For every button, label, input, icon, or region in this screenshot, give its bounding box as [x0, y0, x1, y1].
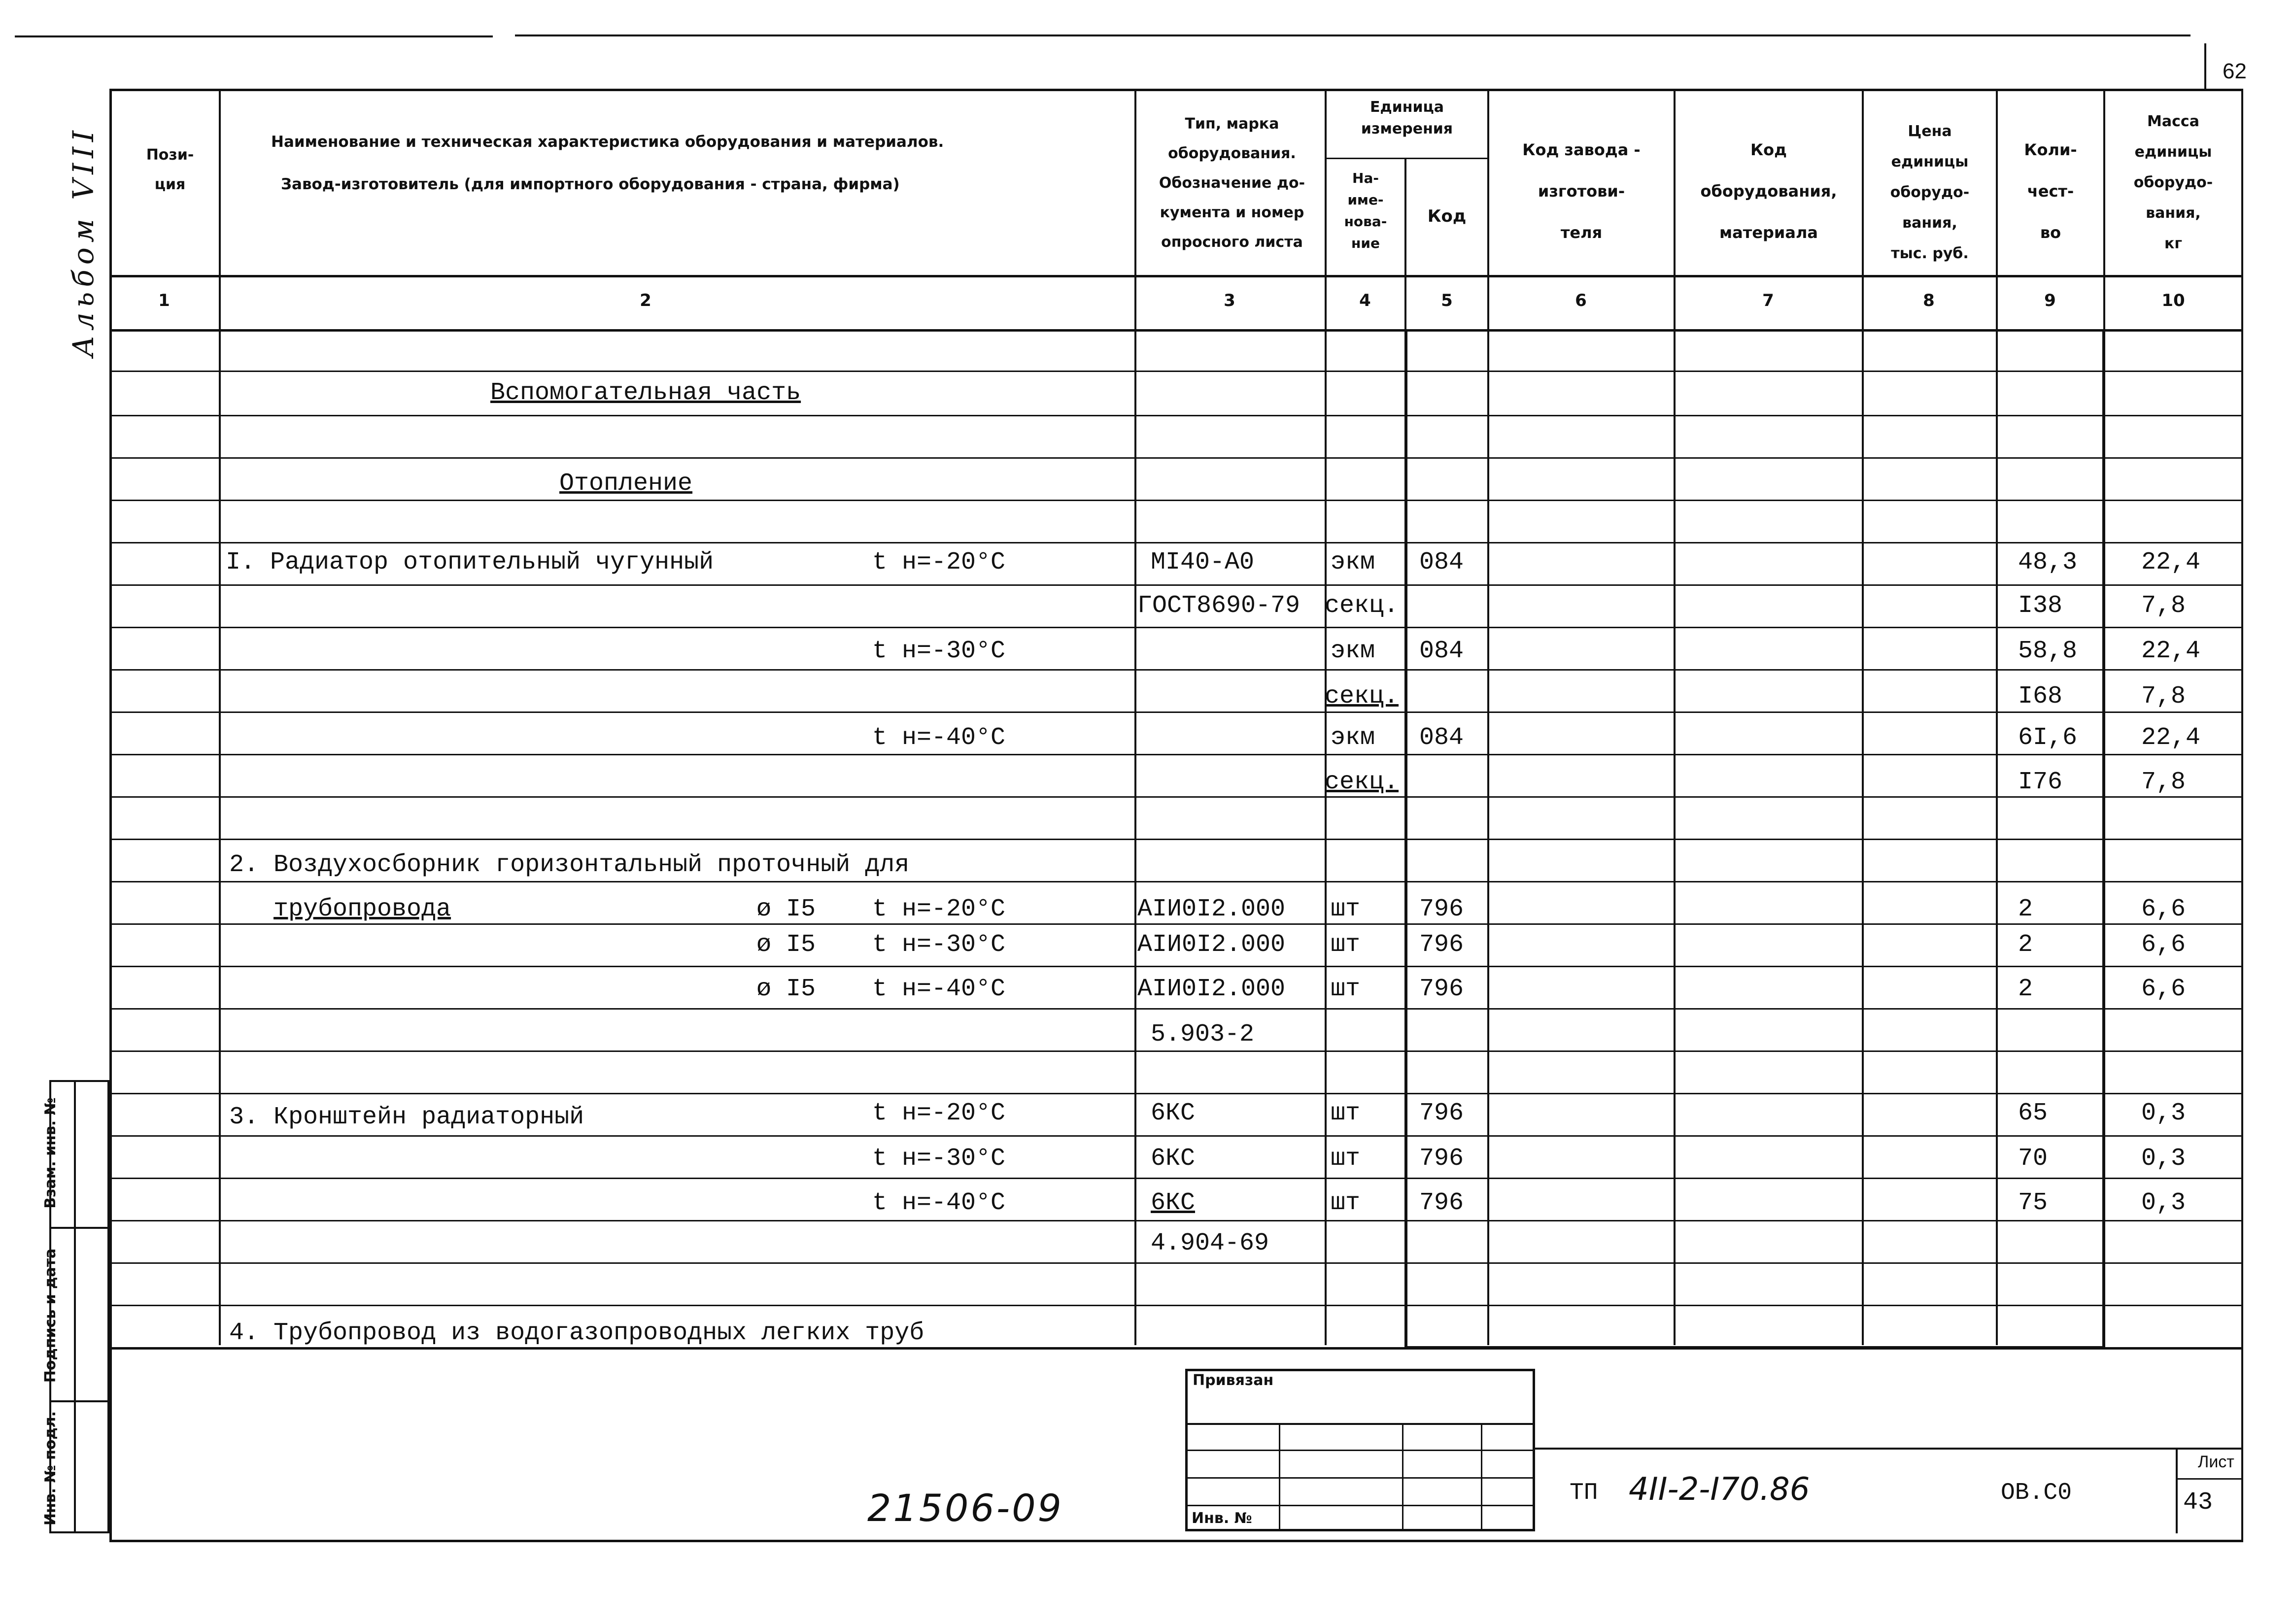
row-temp: t н=-40°C	[872, 1189, 1006, 1217]
row-name: 4. Трубопровод из водогазопроводных легких труб	[229, 1319, 924, 1347]
col-number: 5	[1441, 291, 1453, 310]
doc-suffix: ОВ.С0	[2001, 1480, 2072, 1506]
row-code: 796	[1419, 1145, 1464, 1173]
header-mass	[2105, 106, 2241, 259]
header-text: единицы	[2134, 143, 2212, 161]
row-mass: 0,3	[2141, 1099, 2186, 1127]
header-text: теля	[1560, 223, 1603, 242]
header-text: единицы	[1891, 153, 1969, 170]
row-name: 3. Кронштейн радиаторный	[229, 1103, 584, 1131]
row-qty: I38	[2018, 592, 2063, 620]
row-qty: I76	[2018, 768, 2063, 796]
row-mass: 0,3	[2141, 1189, 2186, 1217]
row-unit: шт	[1331, 895, 1361, 923]
header-text: Тип, марка	[1185, 115, 1279, 133]
header-text: чест-	[2027, 182, 2074, 201]
header-text: кумента и номер	[1160, 204, 1304, 221]
doc-number: 4II-2-I70.86	[1629, 1471, 1810, 1508]
row-unit: секц.	[1325, 592, 1399, 620]
row-type: МI40-А0	[1151, 548, 1255, 576]
row-dia: ø I5	[756, 931, 816, 959]
row-name: 2. Воздухосборник горизонтальный проточный для	[229, 851, 910, 879]
row-unit: шт	[1331, 1145, 1361, 1173]
row-unit: секц.	[1325, 768, 1399, 796]
stamp-sign-date: Подпись и дата	[42, 1248, 59, 1383]
row-type: 4.904-69	[1151, 1229, 1269, 1257]
header-text: име-	[1347, 192, 1384, 208]
sheet-label: Лист	[2198, 1453, 2234, 1471]
header-text: Пози-	[146, 146, 194, 164]
privyazan-label: Привязан	[1193, 1372, 1274, 1389]
header-unit-code: Код	[1427, 206, 1467, 226]
row-dia: ø I5	[756, 975, 816, 1003]
header-text: материала	[1719, 223, 1818, 242]
header-text: ние	[1351, 235, 1380, 251]
header-equip-code	[1676, 129, 1862, 253]
row-qty: 6I,6	[2018, 724, 2078, 752]
row-code: 796	[1419, 895, 1464, 923]
row-unit: экм	[1331, 637, 1375, 665]
header-text: Код завода -	[1522, 140, 1641, 159]
header-text: Завод-изготовитель (для импортного оборудования - страна, фирма)	[281, 175, 900, 193]
section-heating: Отопление	[559, 470, 693, 498]
row-type: 6КС	[1151, 1099, 1196, 1127]
inv-no-label: Инв. №	[1192, 1510, 1252, 1527]
row-unit: шт	[1331, 1099, 1361, 1127]
row-temp: t н=-20°C	[872, 548, 1006, 576]
row-temp: t н=-20°C	[872, 1099, 1006, 1127]
row-qty: 58,8	[2018, 637, 2078, 665]
row-type: 6КС	[1151, 1145, 1196, 1173]
row-mass: 6,6	[2141, 895, 2186, 923]
header-name	[232, 133, 1119, 193]
row-qty: I68	[2018, 682, 2063, 710]
header-text: оборудо-	[1890, 184, 1970, 201]
header-position	[123, 133, 217, 207]
header-text: На-	[1352, 170, 1379, 186]
row-mass: 6,6	[2141, 975, 2186, 1003]
row-temp: t н=-20°C	[872, 895, 1006, 923]
header-text: вания,	[2146, 204, 2201, 222]
header-text: измерения	[1361, 120, 1453, 137]
header-text: Масса	[2147, 113, 2199, 130]
row-temp: t н=-40°C	[872, 724, 1006, 752]
row-code: 084	[1419, 724, 1464, 752]
album-label: Альбом VIII	[67, 126, 100, 357]
row-unit: шт	[1331, 975, 1361, 1003]
header-text: изготови-	[1538, 182, 1625, 201]
header-factory-code	[1489, 129, 1674, 253]
row-code: 084	[1419, 637, 1464, 665]
header-text: Единица	[1370, 99, 1444, 116]
header-text: кг	[2164, 235, 2183, 252]
row-code: 796	[1419, 1099, 1464, 1127]
row-unit: шт	[1331, 1189, 1361, 1217]
header-text: опросного листа	[1161, 234, 1303, 251]
archive-number: 21506-09	[867, 1486, 1063, 1530]
header-text: вания,	[1902, 214, 1957, 232]
row-qty: 48,3	[2018, 548, 2078, 576]
row-qty: 75	[2018, 1189, 2048, 1217]
row-dia: ø I5	[756, 895, 816, 923]
header-text: Наименование и техническая характеристика оборудования и материалов.	[271, 133, 944, 151]
header-text: оборудо-	[2133, 174, 2213, 191]
header-text: оборудования.	[1168, 145, 1296, 162]
row-mass: 22,4	[2141, 548, 2201, 576]
col-number: 4	[1359, 291, 1371, 310]
doc-prefix: ТП	[1570, 1480, 1598, 1506]
row-temp: t н=-40°C	[872, 975, 1006, 1003]
row-type: 5.903-2	[1151, 1020, 1255, 1049]
header-text: ция	[154, 176, 186, 193]
row-temp: t н=-30°C	[872, 931, 1006, 959]
row-temp: t н=-30°C	[872, 1145, 1006, 1173]
col-number: 1	[158, 291, 170, 310]
row-mass: 22,4	[2141, 724, 2201, 752]
header-text: Цена	[1908, 123, 1952, 140]
header-type	[1138, 109, 1326, 257]
row-code: 796	[1419, 1189, 1464, 1217]
header-text: Коли-	[2024, 140, 2077, 159]
row-qty: 2	[2018, 975, 2033, 1003]
header-price	[1864, 116, 1996, 269]
header-unit-name	[1327, 168, 1404, 254]
header-text: Код	[1750, 140, 1787, 159]
col-number: 2	[640, 291, 651, 310]
row-type: АIИ0I2.000	[1137, 895, 1286, 923]
header-text: Обозначение до-	[1159, 174, 1305, 192]
row-type: 6КС	[1151, 1189, 1196, 1217]
header-text: тыс. руб.	[1891, 245, 1969, 262]
page-number: 62	[2223, 59, 2247, 83]
col-number: 9	[2044, 291, 2056, 310]
row-code: 084	[1419, 548, 1464, 576]
row-unit: экм	[1331, 548, 1375, 576]
row-mass: 7,8	[2141, 768, 2186, 796]
col-number: 3	[1224, 291, 1235, 310]
sheet-number: 43	[2183, 1489, 2213, 1517]
col-number: 6	[1575, 291, 1587, 310]
section-aux: Вспомогательная часть	[490, 379, 801, 407]
row-unit: шт	[1331, 931, 1361, 959]
row-mass: 6,6	[2141, 931, 2186, 959]
row-qty: 70	[2018, 1145, 2048, 1173]
row-qty: 65	[2018, 1099, 2048, 1127]
col-number: 7	[1762, 291, 1774, 310]
row-type: ГОСТ8690-79	[1137, 592, 1301, 620]
header-unit-group	[1327, 97, 1487, 140]
row-unit: экм	[1331, 724, 1375, 752]
stamp-vzam-inv: Взам. инв. №	[42, 1097, 59, 1209]
row-unit: секц.	[1325, 682, 1399, 710]
row-name: трубопровода	[274, 895, 451, 923]
stamp-inv-orig: Инв. № подл.	[42, 1411, 59, 1526]
row-code: 796	[1419, 931, 1464, 959]
col-number: 10	[2161, 291, 2185, 310]
header-text: во	[2040, 223, 2061, 242]
row-type: АIИ0I2.000	[1137, 975, 1286, 1003]
row-mass: 0,3	[2141, 1145, 2186, 1173]
row-qty: 2	[2018, 895, 2033, 923]
header-text: нова-	[1344, 213, 1387, 230]
col-number: 8	[1923, 291, 1935, 310]
row-code: 796	[1419, 975, 1464, 1003]
row-temp: t н=-30°C	[872, 637, 1006, 665]
row-qty: 2	[2018, 931, 2033, 959]
row-mass: 7,8	[2141, 592, 2186, 620]
row-mass: 7,8	[2141, 682, 2186, 710]
row-mass: 22,4	[2141, 637, 2201, 665]
header-text: оборудования,	[1700, 182, 1837, 201]
header-quantity	[1998, 129, 2103, 253]
row-name: I. Радиатор отопительный чугунный	[226, 548, 714, 576]
row-type: АIИ0I2.000	[1137, 931, 1286, 959]
